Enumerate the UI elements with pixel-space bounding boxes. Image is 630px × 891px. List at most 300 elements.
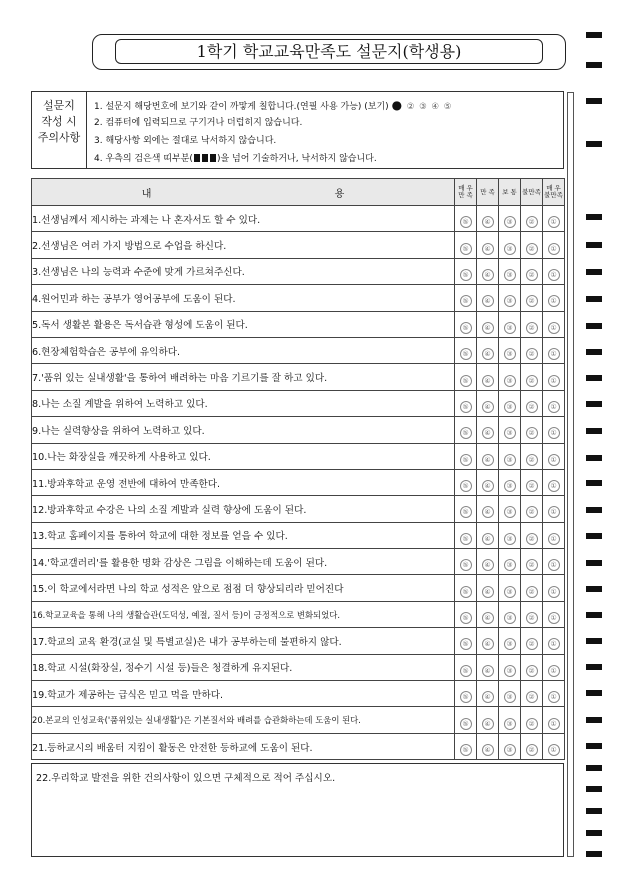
answer-cell (499, 654, 521, 680)
answer-bubble[interactable]: ② (526, 216, 538, 228)
answer-cell (477, 232, 499, 258)
answer-bubble[interactable]: ③ (504, 216, 516, 228)
answer-cell (499, 707, 521, 733)
timing-mark (586, 62, 602, 68)
instruction-3: 3. 해당사항 외에는 절대로 낙서하지 않습니다. (94, 136, 277, 146)
instruction-1-text: 1. 설문지 해당번호에 보기와 같이 까맣게 칠합니다.(연필 사용 가능) (보기) (94, 102, 389, 112)
answer-bubble[interactable]: ④ (482, 401, 494, 413)
answer-cell (543, 285, 565, 311)
answer-bubble[interactable]: ③ (504, 506, 516, 518)
answer-bubble[interactable]: ② (526, 665, 538, 677)
answer-cell (543, 575, 565, 601)
answer-bubble[interactable]: ③ (504, 559, 516, 571)
answer-bubble[interactable]: ② (526, 401, 538, 413)
question-text: 3.선생님은 나의 능력과 수준에 맞게 가르쳐주신다. (32, 258, 455, 284)
answer-cell (477, 258, 499, 284)
answer-bubble[interactable]: ④ (482, 638, 494, 650)
answer-cell (455, 469, 477, 495)
question-text: 2.선생님은 여러 가지 방법으로 수업을 하신다. (32, 232, 455, 258)
answer-cell (521, 707, 543, 733)
answer-bubble[interactable]: ⑤ (460, 243, 472, 255)
answer-cell (455, 443, 477, 469)
answer-bubble[interactable]: ② (526, 454, 538, 466)
answer-cell (499, 681, 521, 707)
answer-bubble[interactable]: ① (548, 454, 560, 466)
answer-cell (477, 206, 499, 232)
answer-bubble[interactable]: ④ (482, 216, 494, 228)
answer-cell (477, 549, 499, 575)
answer-bubble[interactable]: ⑤ (460, 216, 472, 228)
table-row (32, 206, 565, 232)
question-text: 7.'품위 있는 실내생활'을 통하여 배려하는 마음 기르기를 잘 하고 있다. (32, 364, 455, 390)
answer-bubble[interactable]: ② (526, 691, 538, 703)
answer-cell (543, 496, 565, 522)
timing-mark (586, 830, 602, 836)
question-text: 18.학교 시설(화장실, 정수기 시설 등)들은 청결하게 유지된다. (32, 654, 455, 680)
answer-bubble[interactable]: ⑤ (460, 480, 472, 492)
answer-bubble[interactable]: ② (526, 348, 538, 360)
instructions-list (94, 96, 564, 168)
answer-bubble[interactable]: ② (526, 612, 538, 624)
instruction-2: 2. 컴퓨터에 입력되므로 구기거나 더럽히지 않습니다. (94, 118, 303, 128)
instructions-label-line: 작성 시 (41, 115, 77, 128)
answer-cell (543, 469, 565, 495)
answer-cell (543, 417, 565, 443)
answer-bubble[interactable]: ⑤ (460, 586, 472, 598)
table-row (32, 707, 565, 733)
survey-table (31, 178, 565, 760)
answer-bubble[interactable]: ⑤ (460, 269, 472, 281)
answer-cell (477, 364, 499, 390)
question-text: 5.독서 생활본 활용은 독서습관 형성에 도움이 된다. (32, 311, 455, 337)
answer-cell (499, 496, 521, 522)
timing-mark (586, 401, 602, 407)
timing-mark (586, 507, 602, 513)
answer-bubble[interactable]: ③ (504, 744, 516, 756)
answer-bubble[interactable]: ① (548, 295, 560, 307)
answer-cell (521, 417, 543, 443)
table-row (32, 417, 565, 443)
answer-cell (499, 337, 521, 363)
answer-cell (455, 707, 477, 733)
answer-cell (455, 575, 477, 601)
timing-mark (586, 664, 602, 670)
answer-cell (521, 496, 543, 522)
answer-bubble[interactable]: ③ (504, 691, 516, 703)
answer-cell (543, 707, 565, 733)
answer-bubble[interactable]: ② (526, 638, 538, 650)
answer-cell (455, 654, 477, 680)
answer-bubble[interactable]: ③ (504, 718, 516, 730)
answer-cell (455, 417, 477, 443)
answer-cell (477, 390, 499, 416)
answer-bubble[interactable]: ② (526, 480, 538, 492)
timing-mark (586, 242, 602, 248)
answer-cell (477, 522, 499, 548)
answer-cell (499, 258, 521, 284)
answer-bubble[interactable]: ③ (504, 401, 516, 413)
answer-cell (543, 390, 565, 416)
answer-cell (477, 417, 499, 443)
answer-bubble[interactable]: ③ (504, 348, 516, 360)
table-row (32, 390, 565, 416)
answer-bubble[interactable]: ① (548, 612, 560, 624)
answer-bubble[interactable]: ② (526, 269, 538, 281)
answer-bubble[interactable]: ③ (504, 269, 516, 281)
answer-bubble[interactable]: ⑤ (460, 559, 472, 571)
answer-cell (477, 285, 499, 311)
question-text: 21.등하교시의 배움터 지킴이 활동은 안전한 등하교에 도움이 된다. (32, 733, 455, 759)
answer-cell (477, 443, 499, 469)
answer-cell (543, 206, 565, 232)
answer-cell (543, 628, 565, 654)
answer-cell (455, 232, 477, 258)
answer-bubble[interactable]: ④ (482, 322, 494, 334)
answer-cell (521, 733, 543, 759)
answer-bubble[interactable]: ④ (482, 480, 494, 492)
answer-bubble[interactable]: ② (526, 533, 538, 545)
table-row (32, 654, 565, 680)
answer-bubble[interactable]: ⑤ (460, 691, 472, 703)
answer-bubble[interactable]: ③ (504, 586, 516, 598)
table-row (32, 496, 565, 522)
answer-cell (455, 258, 477, 284)
answer-cell (477, 311, 499, 337)
timing-mark (586, 480, 602, 486)
answer-cell (499, 522, 521, 548)
answer-cell (543, 681, 565, 707)
answer-bubble[interactable]: ④ (482, 269, 494, 281)
answer-cell (543, 443, 565, 469)
answer-cell (521, 628, 543, 654)
answer-cell (499, 733, 521, 759)
answer-bubble[interactable]: ① (548, 243, 560, 255)
timing-mark (586, 612, 602, 618)
timing-mark (586, 98, 602, 104)
answer-bubble[interactable]: ③ (504, 322, 516, 334)
answer-bubble[interactable]: ① (548, 559, 560, 571)
answer-bubble[interactable]: ① (548, 691, 560, 703)
answer-cell (477, 733, 499, 759)
question-text: 9.나는 실력향상을 위하여 노력하고 있다. (32, 417, 455, 443)
answer-cell (455, 390, 477, 416)
answer-bubble[interactable]: ④ (482, 295, 494, 307)
answer-cell (521, 601, 543, 627)
table-row (32, 311, 565, 337)
table-row (32, 601, 565, 627)
answer-cell (499, 417, 521, 443)
timing-mark (586, 455, 602, 461)
answer-bubble[interactable]: ① (548, 506, 560, 518)
answer-bubble[interactable]: ① (548, 718, 560, 730)
answer-bubble[interactable]: ③ (504, 454, 516, 466)
question-text: 14.'학교갤러리'를 활용한 명화 감상은 그림을 이해하는데 도움이 된다. (32, 549, 455, 575)
timing-mark (586, 214, 602, 220)
answer-cell (521, 337, 543, 363)
timing-mark (586, 296, 602, 302)
timing-mark (586, 533, 602, 539)
timing-mark (586, 349, 602, 355)
answer-cell (543, 364, 565, 390)
answer-bubble[interactable]: ③ (504, 665, 516, 677)
answer-cell (499, 469, 521, 495)
answer-cell (455, 337, 477, 363)
timing-mark (586, 375, 602, 381)
answer-cell (499, 601, 521, 627)
answer-cell (521, 654, 543, 680)
answer-cell (521, 206, 543, 232)
answer-cell (543, 601, 565, 627)
answer-bubble[interactable]: ④ (482, 612, 494, 624)
question-text: 19.학교가 제공하는 급식은 믿고 먹을 만하다. (32, 681, 455, 707)
answer-bubble[interactable]: ③ (504, 295, 516, 307)
table-row (32, 575, 565, 601)
answer-bubble[interactable]: ① (548, 427, 560, 439)
answer-cell (543, 733, 565, 759)
question-text: 20.본교의 인성교육('품위있는 실내생활')은 기본질서와 배려를 습관화하는데 도움이 된다. (32, 707, 455, 733)
answer-cell (521, 522, 543, 548)
answer-bubble[interactable]: ④ (482, 718, 494, 730)
answer-cell (543, 258, 565, 284)
suggestion-box[interactable] (31, 763, 564, 857)
answer-bubble[interactable]: ④ (482, 691, 494, 703)
column-header-option: 만 족 (477, 179, 499, 206)
answer-cell (455, 522, 477, 548)
answer-cell (455, 496, 477, 522)
answer-cell (477, 601, 499, 627)
timing-mark (586, 32, 602, 38)
table-row (32, 733, 565, 759)
table-header (32, 179, 565, 206)
question-text: 1.선생님께서 제시하는 과제는 나 혼자서도 할 수 있다. (32, 206, 455, 232)
table-row (32, 285, 565, 311)
timing-mark (586, 428, 602, 434)
answer-bubble[interactable]: ⑤ (460, 665, 472, 677)
column-header-option: 보 통 (499, 179, 521, 206)
timing-mark (586, 586, 602, 592)
answer-bubble[interactable]: ④ (482, 533, 494, 545)
instructions-label-line: 설문지 (43, 99, 75, 112)
answer-cell (455, 311, 477, 337)
answer-bubble[interactable]: ② (526, 718, 538, 730)
answer-bubble[interactable]: ② (526, 744, 538, 756)
answer-cell (521, 364, 543, 390)
answer-bubble[interactable]: ④ (482, 586, 494, 598)
question-text: 12.방과후학교 수강은 나의 소질 계발과 실력 향상에 도움이 된다. (32, 496, 455, 522)
answer-cell (455, 285, 477, 311)
column-header-option: 매 우 만 족 (455, 179, 477, 206)
answer-cell (499, 311, 521, 337)
question-text: 10.나는 화장실을 깨끗하게 사용하고 있다. (32, 443, 455, 469)
answer-cell (455, 601, 477, 627)
answer-cell (521, 285, 543, 311)
answer-cell (477, 707, 499, 733)
timing-mark (586, 141, 602, 147)
answer-cell (477, 496, 499, 522)
question-text: 17.학교의 교육 환경(교실 및 특별교실)은 내가 공부하는데 불편하지 않다. (32, 628, 455, 654)
example-bubbles (392, 96, 453, 116)
answer-cell (499, 285, 521, 311)
answer-cell (455, 549, 477, 575)
answer-bubble[interactable]: ④ (482, 506, 494, 518)
answer-bubble[interactable]: ③ (504, 612, 516, 624)
answer-cell (521, 549, 543, 575)
answer-cell (455, 681, 477, 707)
answer-bubble[interactable]: ④ (482, 559, 494, 571)
table-row (32, 522, 565, 548)
answer-bubble[interactable]: ④ (482, 375, 494, 387)
answer-cell (499, 549, 521, 575)
answer-cell (455, 628, 477, 654)
answer-bubble[interactable]: ① (548, 533, 560, 545)
answer-bubble[interactable]: ③ (504, 638, 516, 650)
answer-bubble[interactable]: ② (526, 586, 538, 598)
answer-bubble[interactable]: ④ (482, 427, 494, 439)
answer-bubble[interactable]: ① (548, 480, 560, 492)
question-text: 13.학교 홈페이지를 통하여 학교에 대한 정보를 얻을 수 있다. (32, 522, 455, 548)
answer-cell (499, 206, 521, 232)
answer-cell (543, 654, 565, 680)
answer-bubble[interactable]: ① (548, 216, 560, 228)
answer-bubble[interactable]: ③ (504, 480, 516, 492)
answer-cell (521, 575, 543, 601)
suggestion-prompt: 22.우리학교 발전을 위한 건의사항이 있으면 구체적으로 적어 주십시오. (36, 773, 336, 784)
question-text: 11.방과후학교 운영 전반에 대하여 만족한다. (32, 469, 455, 495)
filled-bubble-icon: ● (391, 98, 404, 112)
answer-bubble[interactable]: ① (548, 269, 560, 281)
table-row (32, 258, 565, 284)
timing-mark (586, 269, 602, 275)
instructions-box (31, 91, 564, 169)
answer-bubble[interactable]: ② (526, 243, 538, 255)
answer-cell (477, 654, 499, 680)
answer-cell (455, 364, 477, 390)
answer-bubble[interactable]: ① (548, 744, 560, 756)
instruction-4-pre: 4. 우측의 검은색 띠부분( (94, 154, 193, 164)
column-header-option: 매 우 불만족 (543, 179, 565, 206)
answer-bubble[interactable]: ① (548, 401, 560, 413)
answer-cell (455, 733, 477, 759)
table-row (32, 681, 565, 707)
answer-cell (543, 522, 565, 548)
scan-guide-bar (567, 92, 574, 857)
answer-bubble[interactable]: ④ (482, 454, 494, 466)
title-frame (92, 34, 566, 70)
answer-bubble[interactable]: ⑤ (460, 612, 472, 624)
answer-cell (477, 575, 499, 601)
answer-cell (499, 575, 521, 601)
instructions-label (32, 92, 87, 168)
answer-bubble[interactable]: ⑤ (460, 506, 472, 518)
answer-bubble[interactable]: ⑤ (460, 295, 472, 307)
answer-bubble[interactable]: ③ (504, 427, 516, 439)
answer-bubble[interactable]: ② (526, 295, 538, 307)
answer-bubble[interactable]: ⑤ (460, 322, 472, 334)
black-band-icon (202, 154, 208, 162)
instruction-1 (94, 96, 564, 114)
answer-cell (543, 311, 565, 337)
answer-bubble[interactable]: ⑤ (460, 427, 472, 439)
answer-bubble[interactable]: ① (548, 638, 560, 650)
answer-bubble[interactable]: ④ (482, 744, 494, 756)
instruction-4 (94, 150, 564, 168)
answer-bubble[interactable]: ⑤ (460, 401, 472, 413)
table-row (32, 232, 565, 258)
answer-bubble[interactable]: ② (526, 559, 538, 571)
timing-mark (586, 765, 602, 771)
answer-cell (499, 364, 521, 390)
answer-cell (521, 232, 543, 258)
answer-cell (521, 390, 543, 416)
answer-cell (543, 337, 565, 363)
answer-cell (455, 206, 477, 232)
question-text: 15.이 학교에서라면 나의 학교 성적은 앞으로 점점 더 향상되리라 믿어진다 (32, 575, 455, 601)
answer-bubble[interactable]: ③ (504, 533, 516, 545)
column-header-content: 내 용 (32, 179, 455, 206)
answer-bubble[interactable]: ③ (504, 243, 516, 255)
answer-cell (477, 469, 499, 495)
answer-bubble[interactable]: ① (548, 322, 560, 334)
answer-bubble[interactable]: ① (548, 348, 560, 360)
black-band-icon (210, 154, 216, 162)
answer-bubble[interactable]: ① (548, 665, 560, 677)
answer-bubble[interactable]: ⑤ (460, 533, 472, 545)
table-row (32, 628, 565, 654)
timing-mark (586, 786, 602, 792)
answer-bubble[interactable]: ② (526, 427, 538, 439)
column-header-option: 불만족 (521, 179, 543, 206)
answer-bubble[interactable]: ② (526, 375, 538, 387)
timing-mark (586, 638, 602, 644)
answer-bubble[interactable]: ④ (482, 665, 494, 677)
answer-bubble[interactable]: ② (526, 506, 538, 518)
question-text: 4.원어민과 하는 공부가 영어공부에 도움이 된다. (32, 285, 455, 311)
table-row (32, 469, 565, 495)
timing-mark (586, 808, 602, 814)
timing-mark (586, 690, 602, 696)
question-text: 6.현장체험학습은 공부에 유익하다. (32, 337, 455, 363)
answer-bubble[interactable]: ① (548, 375, 560, 387)
answer-cell (499, 232, 521, 258)
question-text: 16.학교교육을 통해 나의 생활습관(도덕성, 예절, 질서 등)이 긍정적으로 변화되었다. (32, 601, 455, 627)
table-row (32, 337, 565, 363)
timing-mark (586, 560, 602, 566)
answer-cell (499, 390, 521, 416)
answer-bubble[interactable]: ④ (482, 243, 494, 255)
answer-bubble[interactable]: ⑤ (460, 454, 472, 466)
answer-bubble[interactable]: ① (548, 586, 560, 598)
answer-cell (499, 628, 521, 654)
answer-bubble[interactable]: ⑤ (460, 375, 472, 387)
answer-cell (521, 469, 543, 495)
answer-cell (521, 311, 543, 337)
timing-mark (586, 851, 602, 857)
answer-bubble[interactable]: ⑤ (460, 638, 472, 650)
answer-cell (477, 628, 499, 654)
instructions-label-line: 주의사항 (37, 131, 81, 144)
answer-bubble[interactable]: ⑤ (460, 744, 472, 756)
answer-bubble[interactable]: ⑤ (460, 348, 472, 360)
question-text: 8.나는 소질 계발을 위하여 노력하고 있다. (32, 390, 455, 416)
answer-cell (521, 443, 543, 469)
answer-bubble[interactable]: ② (526, 322, 538, 334)
timing-mark (586, 717, 602, 723)
answer-cell (477, 337, 499, 363)
answer-bubble[interactable]: ③ (504, 375, 516, 387)
instruction-4-post: )을 넘어 기술하거나, 낙서하지 않습니다. (216, 154, 377, 164)
answer-bubble[interactable]: ④ (482, 348, 494, 360)
answer-bubble[interactable]: ⑤ (460, 718, 472, 730)
